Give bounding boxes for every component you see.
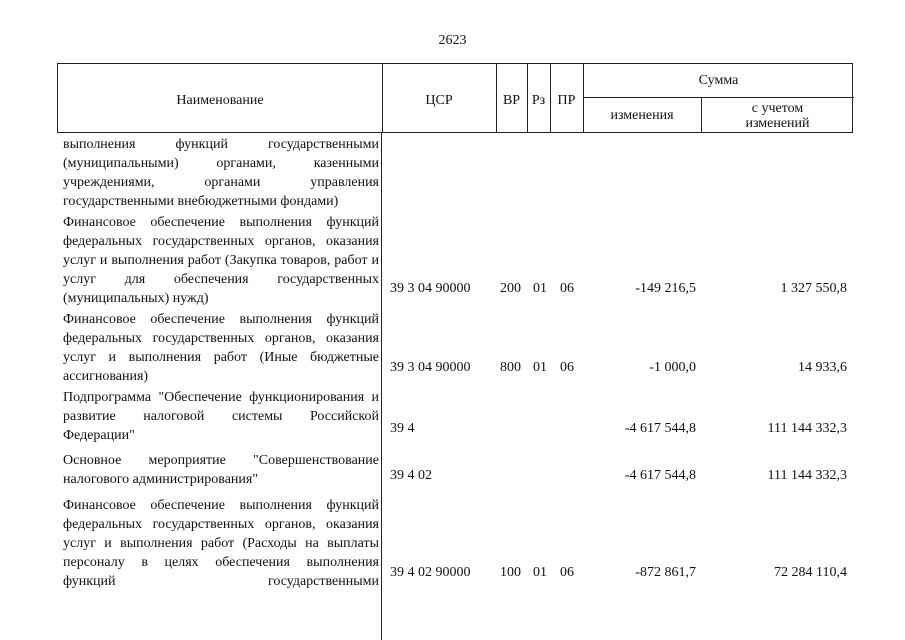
row-name: Финансовое обеспечение выполнения функций федеральных государственных органов, оказания услуг и выполнения работ (Расходы на выплаты персоналу в целях обеспечения выполнения функций государственными bbox=[63, 498, 379, 589]
row-name: выполнения функций государственными (муниципальными) органами, казенными учреждениями, органами управления государственными внебюджетными фондами) bbox=[63, 137, 379, 209]
header-change: изменения bbox=[610, 108, 674, 123]
table-row bbox=[57, 135, 853, 211]
row-csr: 39 3 04 90000 bbox=[390, 360, 471, 375]
table-row bbox=[57, 496, 853, 589]
header-rz: Рз bbox=[531, 93, 546, 108]
row-total: 72 284 110,4 bbox=[774, 565, 847, 580]
row-name: Основное мероприятие "Совершенствование налогового администрирования" bbox=[63, 453, 379, 487]
row-csr: 39 4 bbox=[390, 421, 415, 436]
table-header bbox=[57, 63, 853, 133]
table-row bbox=[57, 451, 853, 485]
header-name: Наименование bbox=[176, 93, 264, 108]
row-total: 111 144 332,3 bbox=[767, 468, 847, 483]
row-name: Финансовое обеспечение выполнения функций федеральных государственных органов, оказания услуг и выполнения работ (Иные бюджетные ассигнования) bbox=[63, 312, 379, 384]
row-csr: 39 4 02 bbox=[390, 468, 432, 483]
row-change: -1 000,0 bbox=[649, 360, 696, 375]
row-rz: 01 bbox=[533, 565, 547, 580]
row-pr: 06 bbox=[560, 360, 574, 375]
row-pr: 06 bbox=[560, 565, 574, 580]
table-row bbox=[57, 310, 853, 384]
header-with-change-line2: изменений bbox=[745, 116, 810, 131]
row-rz: 01 bbox=[533, 360, 547, 375]
header-pr: ПР bbox=[557, 93, 576, 108]
row-vr: 200 bbox=[500, 281, 521, 296]
row-csr: 39 4 02 90000 bbox=[390, 565, 471, 580]
row-rz: 01 bbox=[533, 281, 547, 296]
row-pr: 06 bbox=[560, 281, 574, 296]
page-number: 2623 bbox=[438, 33, 467, 48]
header-vr: ВР bbox=[502, 93, 521, 108]
header-with-change bbox=[701, 98, 854, 134]
row-total: 1 327 550,8 bbox=[780, 281, 847, 296]
table-row bbox=[57, 213, 853, 306]
header-with-change-line1: с учетом bbox=[751, 101, 804, 116]
row-change: -4 617 544,8 bbox=[624, 468, 696, 483]
row-change: -4 617 544,8 bbox=[624, 421, 696, 436]
row-total: 111 144 332,3 bbox=[767, 421, 847, 436]
row-change: -872 861,7 bbox=[635, 565, 696, 580]
row-total: 14 933,6 bbox=[798, 360, 847, 375]
row-csr: 39 3 04 90000 bbox=[390, 281, 471, 296]
table-row bbox=[57, 388, 853, 443]
row-name: Подпрограмма "Обеспечение функционирования и развитие налоговой системы Российской Федерации" bbox=[63, 390, 379, 443]
row-vr: 800 bbox=[500, 360, 521, 375]
row-change: -149 216,5 bbox=[635, 281, 696, 296]
header-csr: ЦСР bbox=[425, 93, 453, 108]
header-sum: Сумма bbox=[583, 64, 854, 98]
row-name: Финансовое обеспечение выполнения функций федеральных государственных органов, оказания услуг и выполнения работ (Закупка товаров, работ и услуг для обеспечения государственных (муниципальных) нужд) bbox=[63, 215, 379, 306]
row-vr: 100 bbox=[500, 565, 521, 580]
